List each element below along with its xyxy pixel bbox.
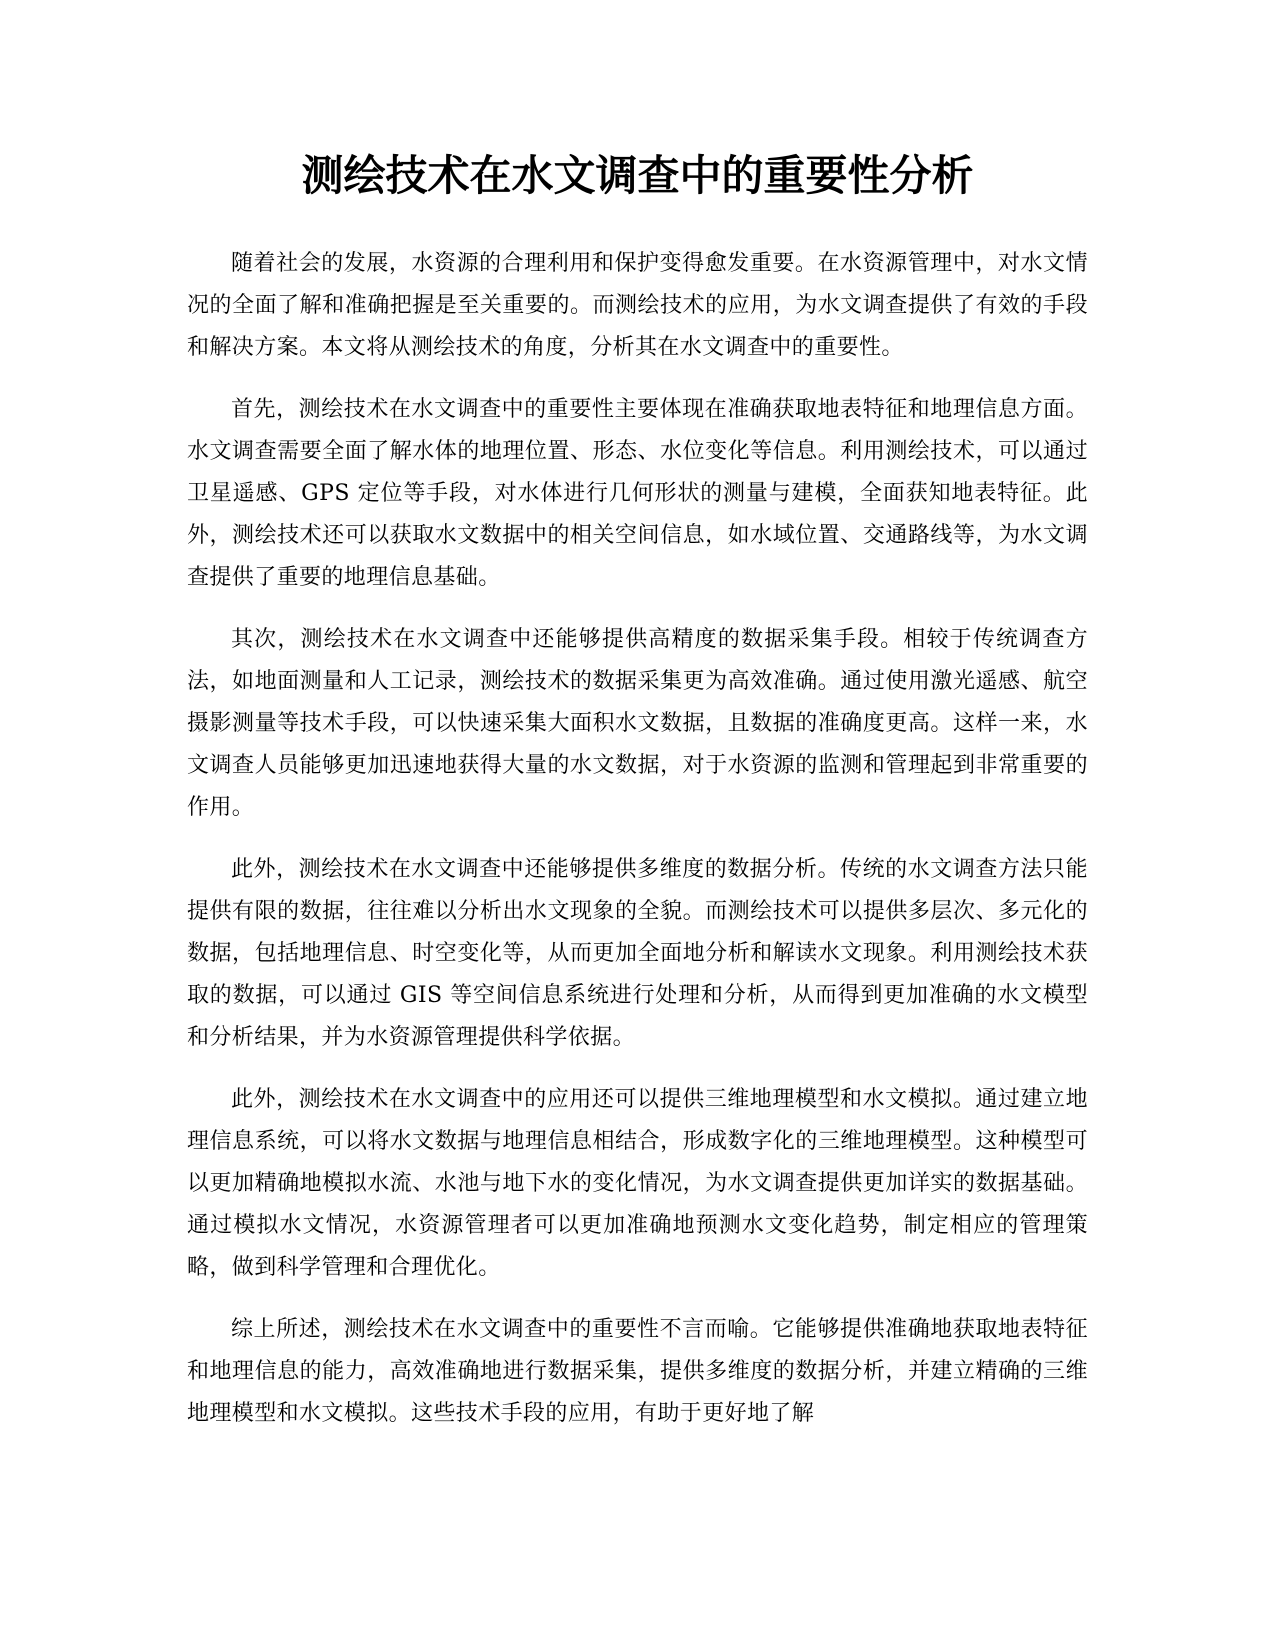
document-title: 测绘技术在水文调查中的重要性分析 [301,151,974,200]
paragraph-6: 综上所述，测绘技术在水文调查中的重要性不言而喻。它能够提供准确地获取地表特征和地理信息的能力，高效准确地进行数据采集，提供多维度的数据分析，并建立精确的三维地理模型和水文模拟。这些技术手段的应用，有助于更好地了解 [187,1317,1088,1426]
paragraph-3: 其次，测绘技术在水文调查中还能够提供高精度的数据采集手段。相较于传统调查方法，如地面测量和人工记录，测绘技术的数据采集更为高效准确。通过使用激光遥感、航空摄影测量等技术手段，可以快速采集大面积水文数据，且数据的准确度更高。这样一来，水文调查人员能够更加迅速地获得大量的水文数据，对于水资源的监测和管理起到非常重要的作用。 [187,627,1088,820]
paragraph-5: 此外，测绘技术在水文调查中的应用还可以提供三维地理模型和水文模拟。通过建立地理信息系统，可以将水文数据与地理信息相结合，形成数字化的三维地理模型。这种模型可以更加精确地模拟水流、水池与地下水的变化情况，为水文调查提供更加详实的数据基础。通过模拟水文情况，水资源管理者可以更加准确地预测水文变化趋势，制定相应的管理策略，做到科学管理和合理优化。 [187,1087,1088,1280]
paragraph-1: 随着社会的发展，水资源的合理利用和保护变得愈发重要。在水资源管理中，对水文情况的全面了解和准确把握是至关重要的。而测绘技术的应用，为水文调查提供了有效的手段和解决方案。本文将从测绘技术的角度，分析其在水文调查中的重要性。 [187,251,1088,360]
document-body [187,243,1088,1455]
paragraph-2: 首先，测绘技术在水文调查中的重要性主要体现在准确获取地表特征和地理信息方面。水文调查需要全面了解水体的地理位置、形态、水位变化等信息。利用测绘技术，可以通过卫星遥感、GPS 定位等手段，对水体进行几何形状的测量与建模，全面获知地表特征。此外，测绘技术还可以获取水文数据中的相关空间信息，如水域位置、交通路线等，为水文调查提供了重要的地理信息基础。 [187,397,1088,590]
paragraph-4: 此外，测绘技术在水文调查中还能够提供多维度的数据分析。传统的水文调查方法只能提供有限的数据，往往难以分析出水文现象的全貌。而测绘技术可以提供多层次、多元化的数据，包括地理信息、时空变化等，从而更加全面地分析和解读水文现象。利用测绘技术获取的数据，可以通过 GIS 等空间信息系统进行处理和分析，从而得到更加准确的水文模型和分析结果，并为水资源管理提供科学依据。 [187,857,1088,1050]
